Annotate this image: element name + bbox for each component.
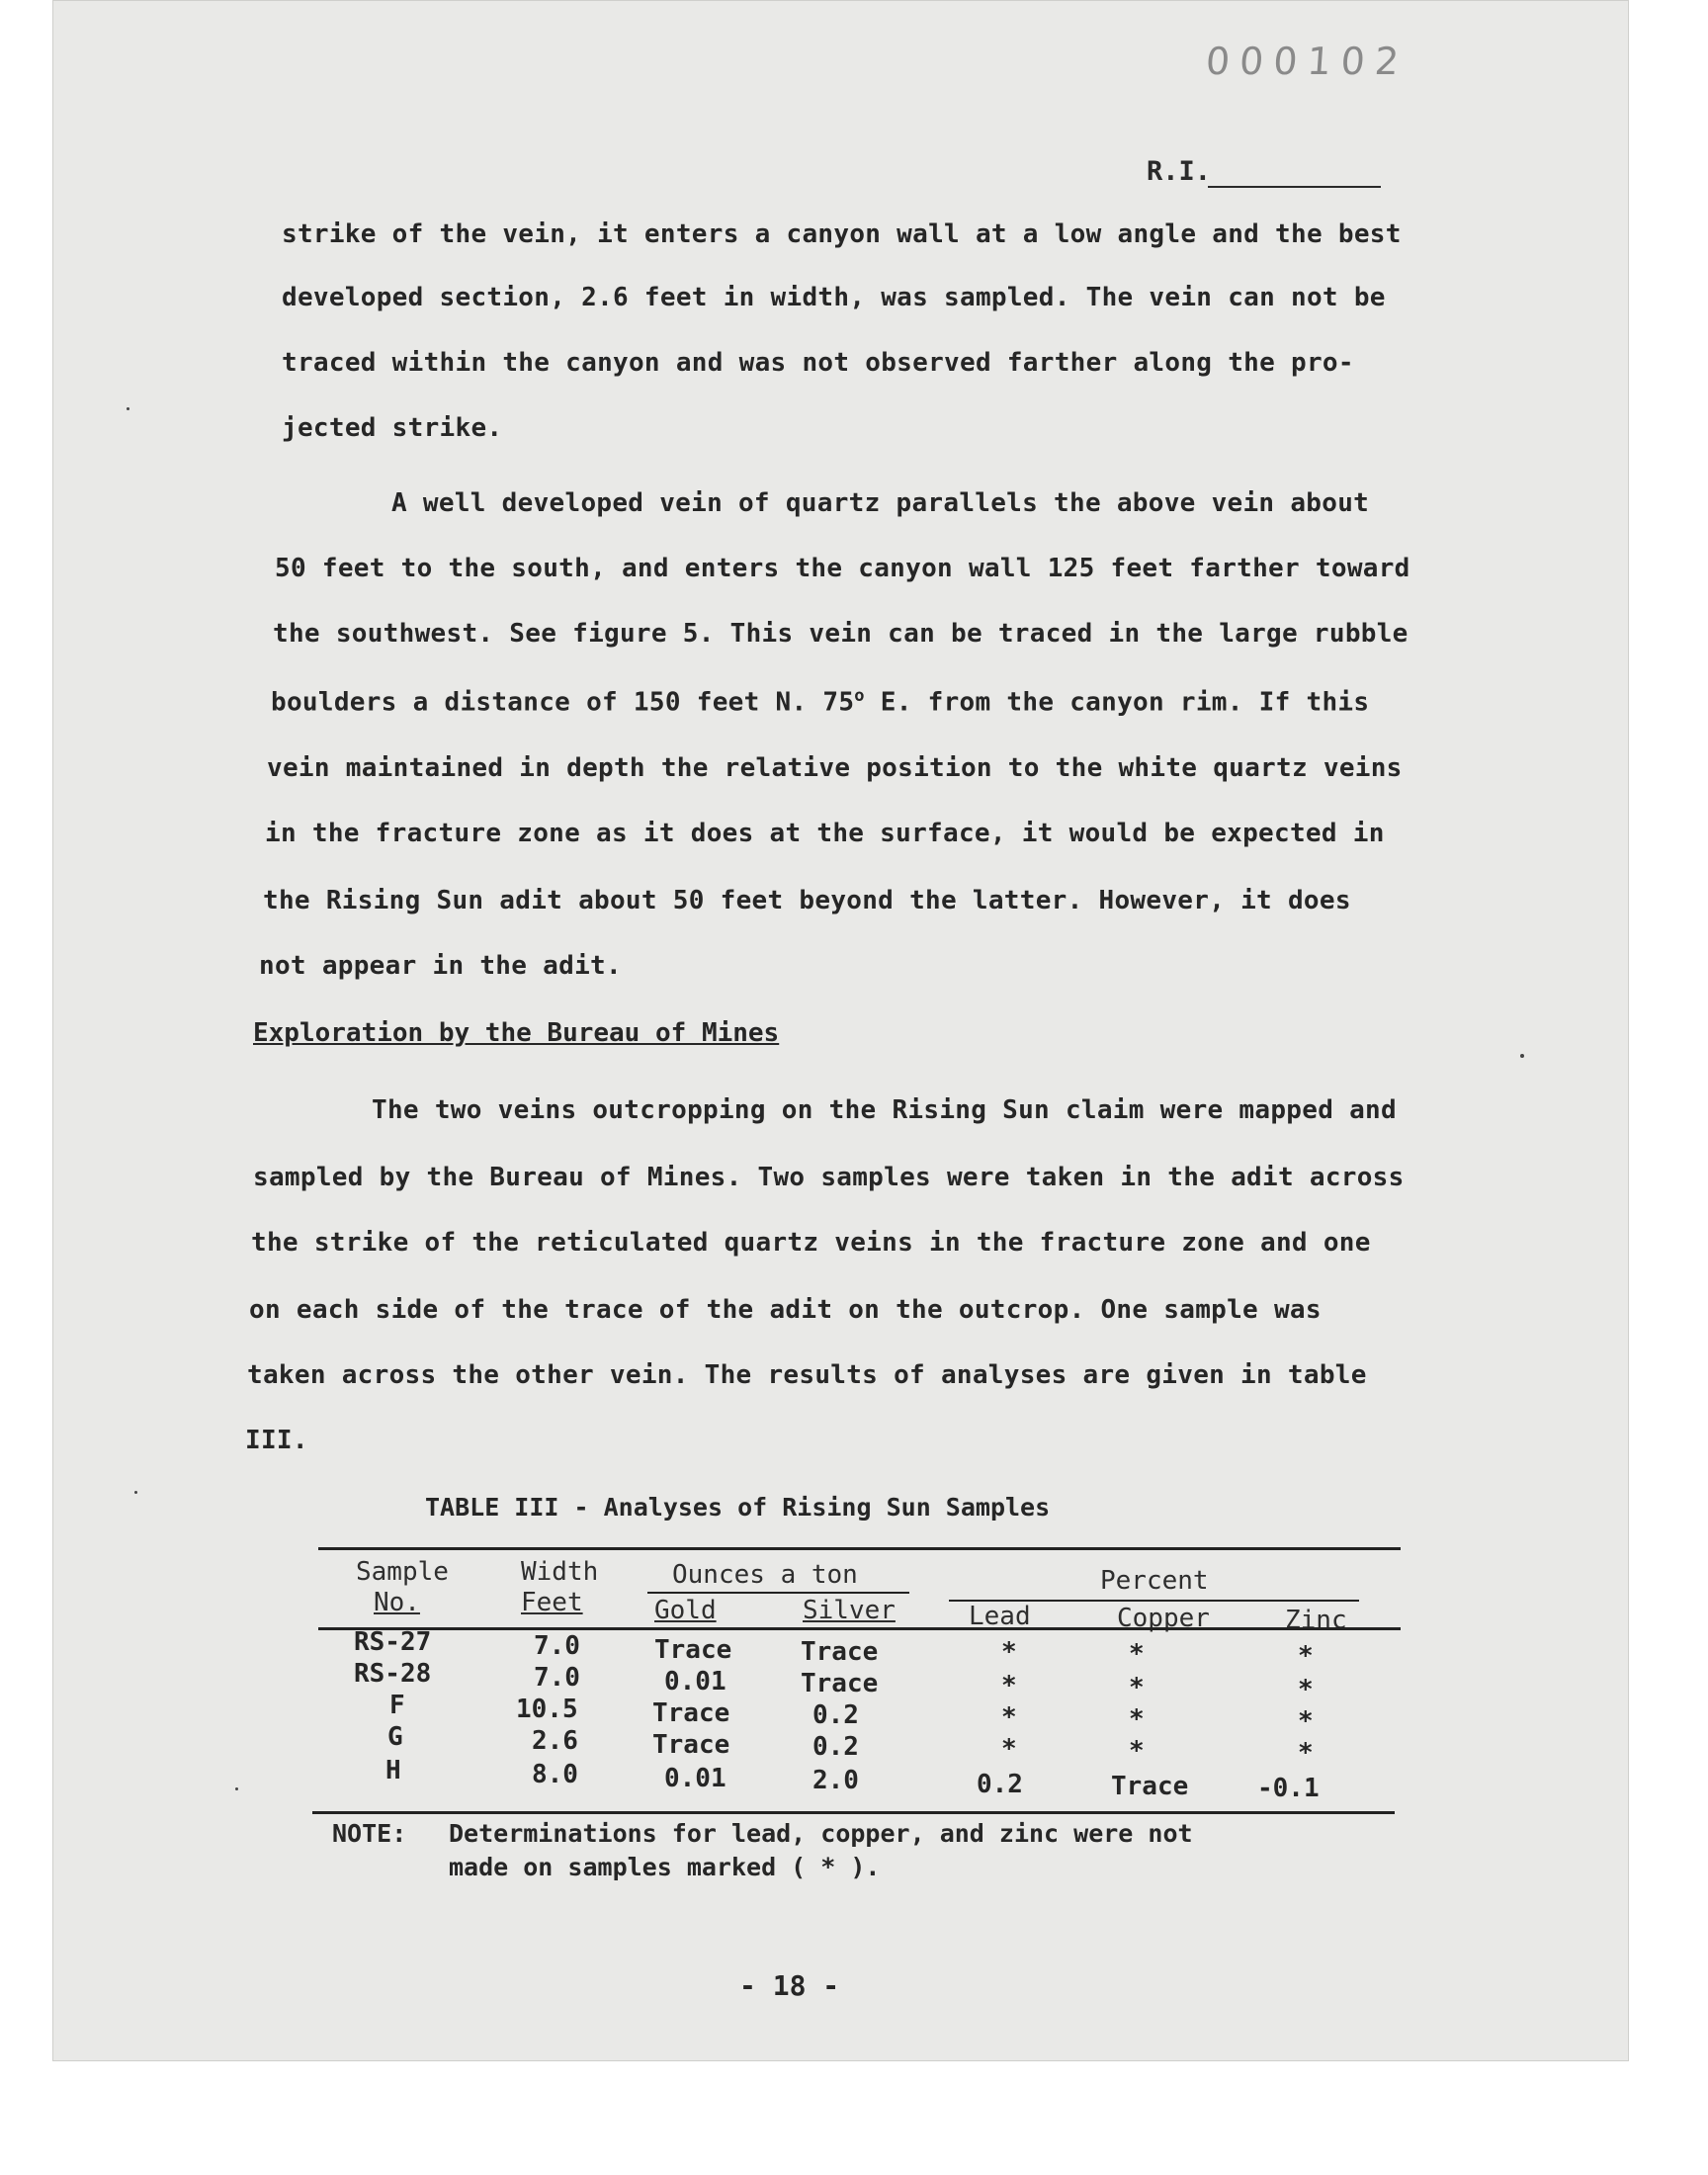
paragraph-2-line-6: in the fracture zone as it does at the surface, it would be expected in [265, 819, 1385, 848]
row-1-copper: * [1129, 1639, 1145, 1669]
header-lead: Lead [969, 1602, 1031, 1631]
paragraph-3-line-1: The two veins outcropping on the Rising Sun claim were mapped and [372, 1095, 1397, 1125]
note-label: NOTE: [332, 1819, 407, 1848]
paragraph-3-line-4: on each side of the trace of the adit on the outcrop. One sample was [249, 1295, 1322, 1325]
row-3-sample: F [389, 1691, 405, 1720]
row-3-copper: * [1129, 1704, 1145, 1734]
note-line-1: Determinations for lead, copper, and zinc were not [449, 1819, 1193, 1848]
table-bottom-rule [312, 1811, 1395, 1814]
header-silver: Silver [803, 1596, 896, 1625]
note-line-2: made on samples marked ( * ). [449, 1853, 881, 1881]
header-copper: Copper [1117, 1604, 1210, 1633]
paragraph-2-line-8: not appear in the adit. [259, 951, 622, 981]
row-4-width: 2.6 [532, 1726, 578, 1756]
row-1-lead: * [1001, 1637, 1017, 1667]
paragraph-3-line-5: taken across the other vein. The results of analyses are given in table [247, 1360, 1367, 1390]
row-4-gold: Trace [652, 1730, 730, 1760]
header-gold: Gold [654, 1596, 717, 1625]
row-3-width: 10.5 [516, 1695, 578, 1724]
row-4-silver: 0.2 [812, 1732, 859, 1762]
paragraph-3-line-3: the strike of the reticulated quartz veins in the fracture zone and one [251, 1228, 1371, 1258]
header-width-feet: Feet [521, 1588, 583, 1617]
paragraph-1-line-4: jected strike. [282, 413, 503, 443]
row-2-lead: * [1001, 1671, 1017, 1700]
row-2-width: 7.0 [534, 1663, 580, 1693]
scan-speck [134, 1491, 137, 1494]
paragraph-1-line-3: traced within the canyon and was not observed farther along the pro- [282, 348, 1354, 378]
paragraph-2-line-3: the southwest. See figure 5. This vein can be traced in the large rubble [273, 619, 1409, 649]
row-1-width: 7.0 [534, 1631, 580, 1661]
row-1-gold: Trace [654, 1635, 732, 1665]
table-title: TABLE III - Analyses of Rising Sun Samples [425, 1493, 1051, 1522]
header-percent: Percent [1100, 1566, 1209, 1596]
paragraph-2-line-4-tail: E. from the canyon rim. If this [864, 687, 1370, 718]
header-zinc: Zinc [1285, 1606, 1347, 1635]
row-4-zinc: * [1298, 1738, 1314, 1768]
scan-speck [235, 1787, 238, 1790]
row-5-copper: Trace [1111, 1772, 1189, 1801]
page-number: - 18 - [739, 1969, 840, 2002]
row-5-zinc: -0.1 [1257, 1774, 1320, 1803]
section-heading: Exploration by the Bureau of Mines [253, 1018, 780, 1048]
paragraph-1-line-2: developed section, 2.6 feet in width, was sampled. The vein can not be [282, 283, 1386, 312]
paragraph-3-line-2: sampled by the Bureau of Mines. Two samples were taken in the adit across [253, 1163, 1405, 1192]
table-header-rule [318, 1627, 1401, 1630]
row-4-lead: * [1001, 1734, 1017, 1764]
row-5-width: 8.0 [532, 1760, 578, 1789]
table-top-rule [318, 1547, 1401, 1550]
header-sample: Sample [356, 1557, 449, 1587]
row-2-zinc: * [1298, 1675, 1314, 1704]
row-5-sample: H [385, 1756, 401, 1785]
row-5-gold: 0.01 [664, 1764, 726, 1793]
ri-blank-line [1208, 186, 1381, 188]
row-3-gold: Trace [652, 1698, 730, 1728]
row-4-sample: G [387, 1722, 403, 1752]
row-1-silver: Trace [801, 1637, 879, 1667]
row-5-lead: 0.2 [977, 1770, 1023, 1799]
row-2-sample: RS-28 [354, 1659, 432, 1689]
ounces-span-rule [647, 1592, 909, 1594]
row-1-zinc: * [1298, 1641, 1314, 1671]
header-ounces-a-ton: Ounces a ton [672, 1560, 858, 1590]
row-4-copper: * [1129, 1736, 1145, 1766]
paragraph-2-line-1: A well developed vein of quartz parallels the above vein about [391, 488, 1370, 518]
paragraph-2-line-4-head: boulders a distance of 150 feet N. 75 [271, 687, 855, 718]
row-3-silver: 0.2 [812, 1700, 859, 1730]
row-3-zinc: * [1298, 1706, 1314, 1736]
paragraph-2-line-7: the Rising Sun adit about 50 feet beyond the latter. However, it does [263, 886, 1351, 915]
scan-speck [127, 407, 129, 410]
paragraph-2-line-4 [271, 686, 1369, 718]
ri-label: R.I. [1147, 156, 1212, 187]
scan-speck [1520, 1054, 1524, 1058]
row-3-lead: * [1001, 1702, 1017, 1732]
row-5-silver: 2.0 [812, 1766, 859, 1795]
row-2-gold: 0.01 [664, 1667, 726, 1696]
degree-superscript: o [854, 686, 865, 706]
header-sample-no: No. [374, 1588, 420, 1617]
row-1-sample: RS-27 [354, 1627, 432, 1657]
document-number: 000102 [1204, 40, 1410, 83]
header-width: Width [521, 1557, 599, 1587]
paragraph-2-line-5: vein maintained in depth the relative position to the white quartz veins [267, 753, 1403, 783]
paragraph-3-line-6: III. [245, 1426, 308, 1455]
row-2-copper: * [1129, 1673, 1145, 1702]
paragraph-1-line-1: strike of the vein, it enters a canyon wall at a low angle and the best [282, 219, 1402, 249]
paragraph-2-line-2: 50 feet to the south, and enters the canyon wall 125 feet farther toward [275, 554, 1410, 583]
row-2-silver: Trace [801, 1669, 879, 1698]
